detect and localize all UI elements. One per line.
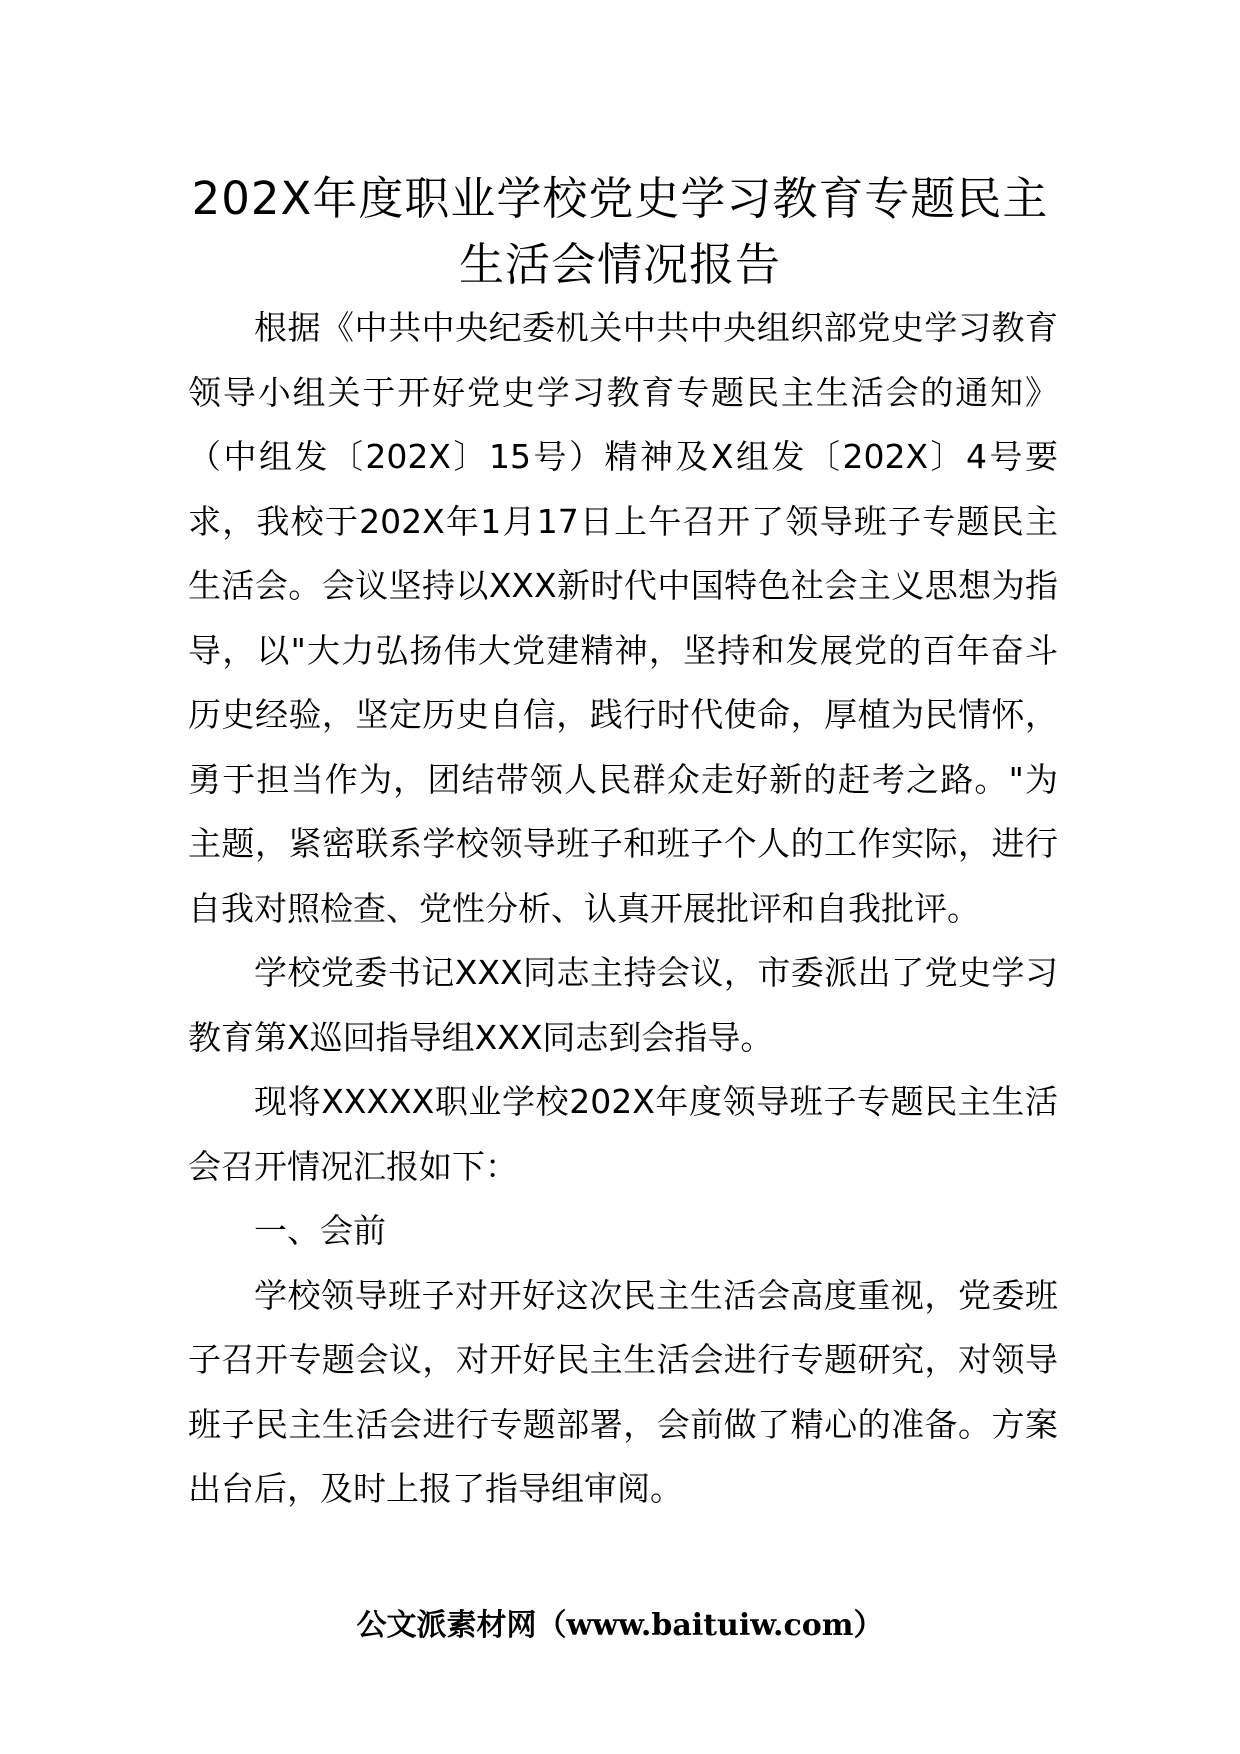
title-line-2: 生活会情况报告 [458,238,781,291]
paragraph-host: 学校党委书记XXX同志主持会议，市委派出了党史学习教育第X巡回指导组XXX同志到会指导。 [188,953,1058,1057]
title-line-1: 202X年度职业学校党史学习教育专题民主 [191,172,1049,225]
document-body [188,296,1058,1522]
document-title [150,166,1090,298]
paragraph-preparation: 学校领导班子对开好这次民主生活会高度重视，党委班子召开专题会议，对开好民主生活会进行专题研究，对领导班子民主生活会进行专题部署，会前做了精心的准备。方案出台后，及时上报了指导组审阅。 [188,1275,1058,1508]
section-heading-before-meeting: 一、会前 [254,1211,386,1250]
paragraph-intro: 根据《中共中央纪委机关中共中央组织部党史学习教育领导小组关于开好党史学习教育专题民主生活会的通知》（中组发〔202X〕15号）精神及X组发〔202X〕4号要求，我校于202X年1月17日上午召开了领导班子专题民主生活会。会议坚持以XXX新时代中国特色社会主义思想为指导，以"大力弘扬伟大党建精神，坚持和发展党的百年奋斗历史经验，坚定历史自信，践行时代使命，厚植为民情怀，勇于担当作为，团结带领人民群众走好新的赶考之路。"为主题，紧密联系学校领导班子和班子个人的工作实际，进行自我对照检查、党性分析、认真开展批评和自我批评。 [188,308,1058,928]
paragraph-report: 现将XXXXX职业学校202X年度领导班子专题民主生活会召开情况汇报如下： [188,1082,1058,1186]
footer-watermark: 公文派素材网（www.baituiw.com） [356,1608,884,1643]
